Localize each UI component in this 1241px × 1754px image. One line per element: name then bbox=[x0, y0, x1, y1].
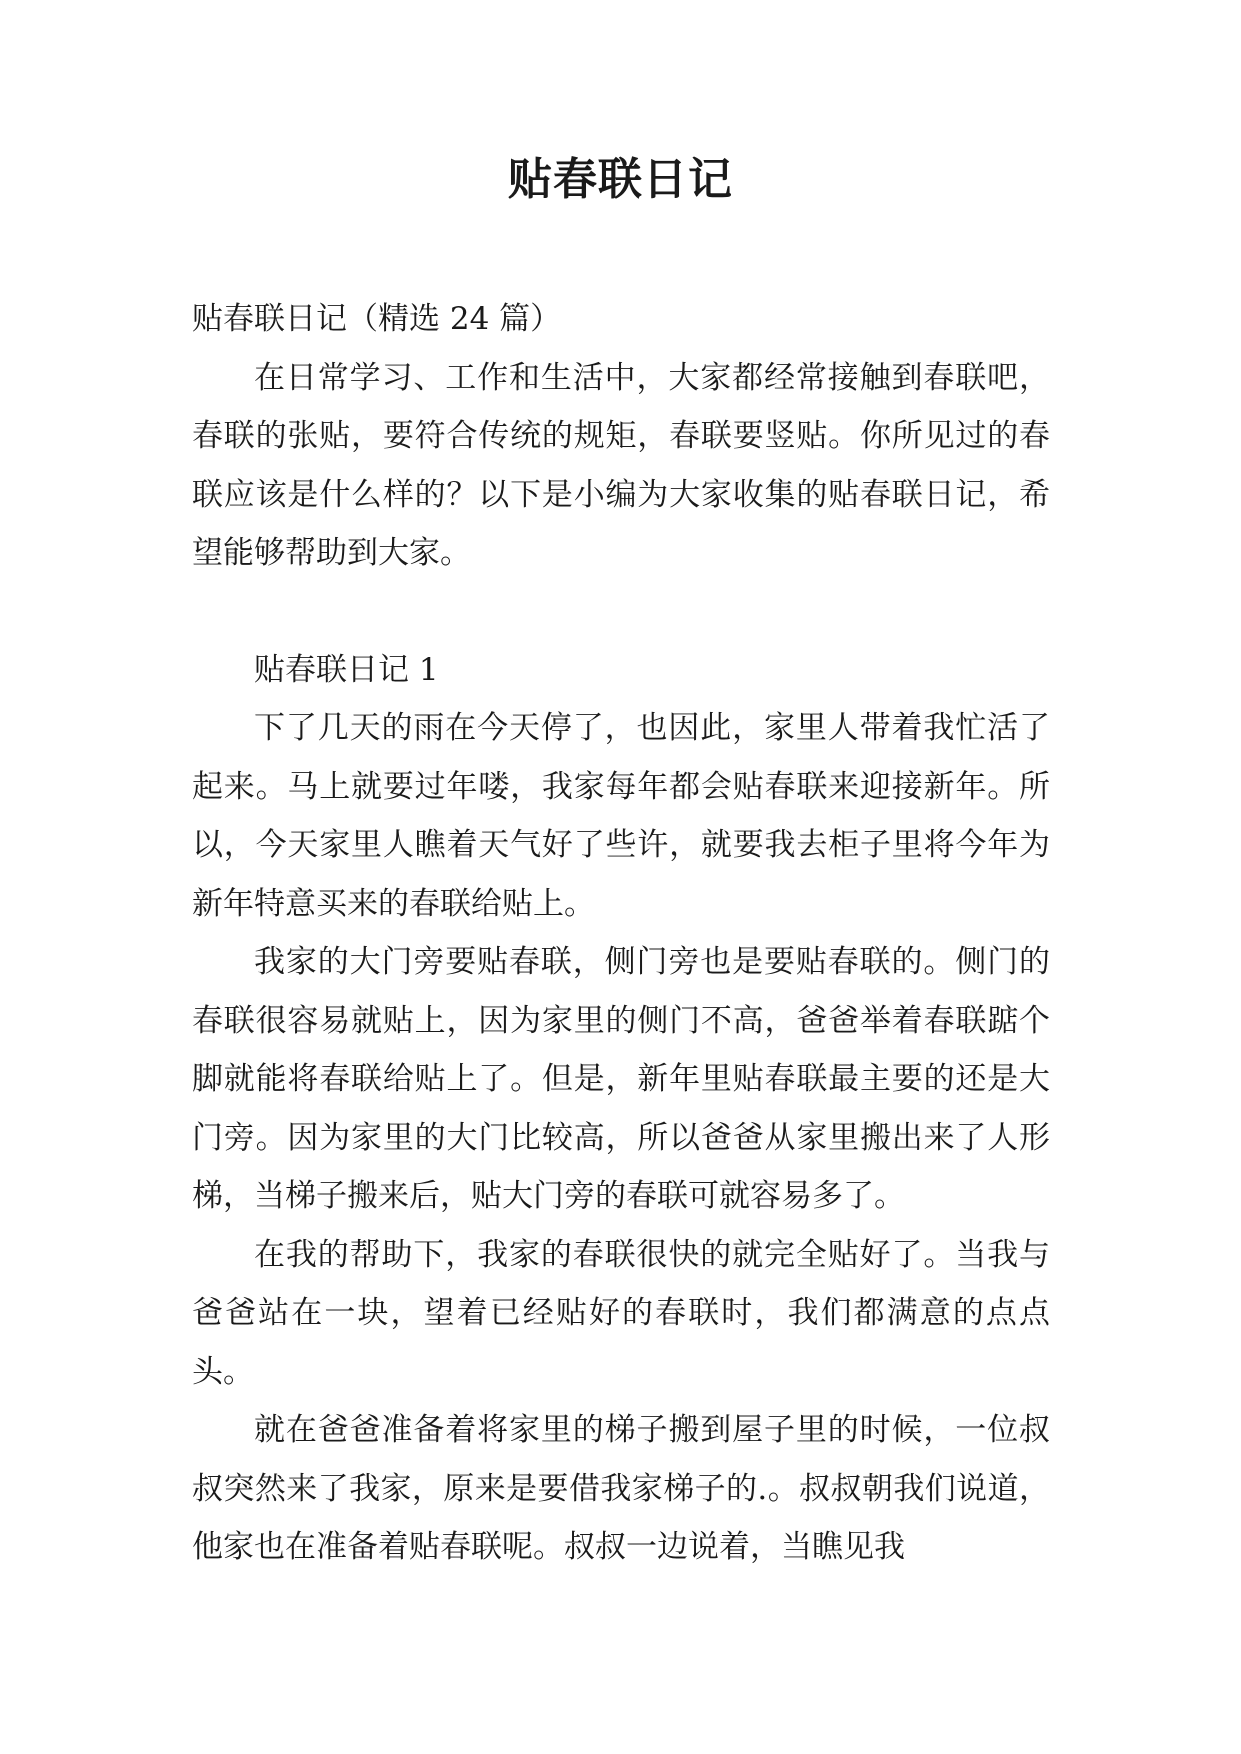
body-paragraph: 在我的帮助下，我家的春联很快的就完全贴好了。当我与爸爸站在一块，望着已经贴好的春联时，我们都满意的点点头。 bbox=[192, 1236, 1050, 1390]
body-paragraph: 就在爸爸准备着将家里的梯子搬到屋子里的时候，一位叔叔突然来了我家，原来是要借我家梯子的.。叔叔朝我们说道，他家也在准备着贴春联呢。叔叔一边说着，当瞧见我 bbox=[192, 1412, 1050, 1565]
body-paragraph: 我家的大门旁要贴春联，侧门旁也是要贴春联的。侧门的春联很容易就贴上，因为家里的侧门不高，爸爸举着春联踮个脚就能将春联给贴上了。但是，新年里贴春联最主要的还是大门旁。因为家里的大门比较高，所以爸爸从家里搬出来了人形梯，当梯子搬来后，贴大门旁的春联可就容易多了。 bbox=[192, 944, 1050, 1214]
section-heading: 贴春联日记 1 bbox=[254, 651, 439, 688]
intro-paragraph: 在日常学习、工作和生活中，大家都经常接触到春联吧，春联的张贴，要符合传统的规矩，春联要竖贴。你所见过的春联应该是什么样的？以下是小编为大家收集的贴春联日记，希望能够帮助到大家。 bbox=[192, 359, 1050, 571]
document-body bbox=[192, 290, 1050, 1577]
document-title: 贴春联日记 bbox=[508, 154, 733, 205]
section-spacer bbox=[192, 583, 1050, 641]
document-subtitle: 贴春联日记（精选 24 篇） bbox=[192, 301, 562, 337]
body-paragraph: 下了几天的雨在今天停了，也因此，家里人带着我忙活了起来。马上就要过年喽，我家每年都会贴春联来迎接新年。所以，今天家里人瞧着天气好了些许，就要我去柜子里将今年为新年特意买来的春联给贴上。 bbox=[192, 710, 1050, 922]
